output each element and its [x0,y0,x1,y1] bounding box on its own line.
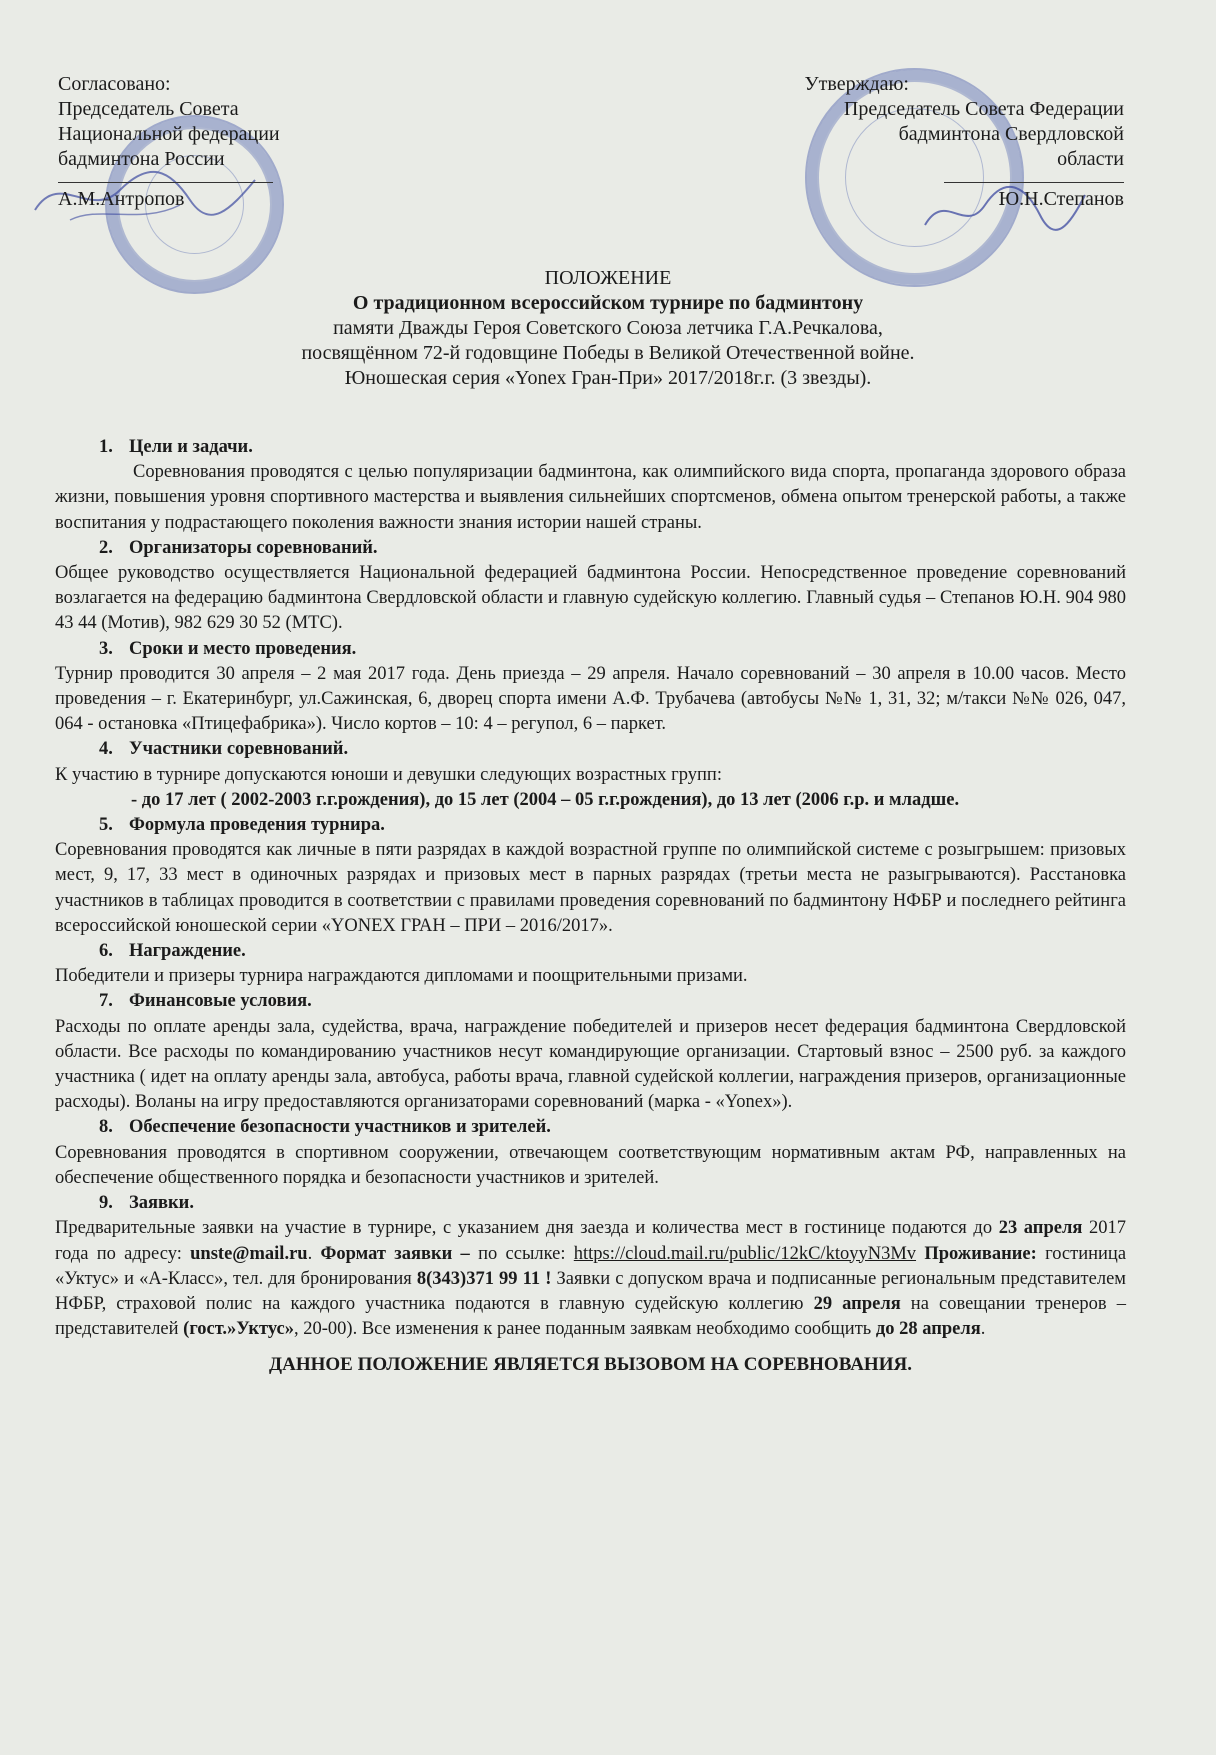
header-left-line: бадминтона России [58,148,225,170]
section-heading: 9. Заявки. [99,1193,194,1214]
section-heading: 2. Организаторы соревнований. [99,537,378,558]
applications-text-part: 23 апреля [998,1218,1083,1239]
applications-text-part: на совещании тренеров – представителей [55,1293,1126,1340]
document-body [55,435,1126,1378]
header-right-line: Председатель Совета Федерации [843,98,1124,120]
applications-text-part: Заявки с допуском врача и подписанные региональным представителем НФБР, страховой полис на каждого участника подаются в главную судейскую коллегию [55,1268,1126,1314]
section-heading: 4. Участники соревнований. [99,739,349,760]
applications-text-part: 29 апреля [813,1293,901,1314]
applications-text-part: Формат заявки – [320,1243,479,1264]
header-right-signer: Ю.Н.Степанов [998,188,1124,210]
applications-text-part: Предварительные заявки на участие в турнире, с указанием дня заезда и количества мест в гостинице подаются до [55,1218,999,1239]
header-right-line: области [1057,148,1124,170]
section-heading: 8. Обеспечение безопасности участников и зрителей. [99,1117,551,1138]
section-text: К участию в турнире допускаются юноши и девушки следующих возрастных групп: [55,764,722,785]
header-agreed [58,72,280,212]
applications-text-part: 2017 года по адресу: [55,1218,1126,1264]
title-line: О традиционном всероссийском турнире по бадминтону [352,292,864,314]
title-line: посвящённом 72-й годовщине Победы в Великой Отечественной войне. [301,342,915,364]
title-line: ПОЛОЖЕНИЕ [544,267,672,289]
applications-text-part: по ссылке: [478,1243,574,1264]
header-left-line: Согласовано: [58,73,171,95]
section-heading: 1. Цели и задачи. [99,437,253,457]
applications-text-part: , 20-00). Все изменения к ранее поданным заявкам необходимо сообщить [294,1319,876,1340]
section-text: Победители и призеры турнира награждаются дипломами и поощрительными призами. [55,966,748,987]
title-line: памяти Дважды Героя Советского Союза летчика Г.А.Речкалова, [333,317,883,339]
section-heading: 5. Формула проведения турнира. [99,815,385,836]
title-line: Юношеская серия «Yonex Гран-При» 2017/2018г.г. (3 звезды). [344,367,872,389]
header-left-signer: А.М.Антропов [58,188,185,210]
section-heading: 7. Финансовые условия. [99,991,312,1012]
age-groups: - до 17 лет ( 2002-2003 г.г.рождения), до 15 лет (2004 – 05 г.г.рождения), до 13 лет (2006 г.р. и младше. [131,789,960,810]
header-left-line: Национальной федерации [58,123,280,145]
section-text: Общее руководство осуществляется Национальной федерацией бадминтона России. Непосредственное проведение соревнований возлагается на федерацию бадминтона Свердловской области и главную судейскую коллегию. Главный судья – Степанов Ю.Н. 904 980 43 44 (Мотив), 982 629 30 52 (МТС). [55,563,1126,634]
section-text: Турнир проводится 30 апреля – 2 мая 2017 года. День приезда – 29 апреля. Начало соревнований – 30 апреля в 10.00 часов. Место проведения – г. Екатеринбург, ул.Сажинская, 6, дворец спорта имени А.Ф. Трубачева (автобусы №№ 1, 31, 32; м/такси №№ 026, 047, 064 - остановка «Птицефабрика»). Число кортов – 10: 4 – регупол, 6 – паркет. [55,663,1126,735]
applications-text-part: до 28 апреля [875,1319,981,1340]
header-right-line: Утверждаю: [804,73,909,95]
applications-text-part: . [307,1243,321,1264]
applications-text-part: unste@mail.ru [190,1243,308,1264]
section-text: Расходы по оплате аренды зала, судейства, врача, награждение победителей и призеров несет федерация бадминтона Свердловской области. Все расходы по командированию участников несут командирующие организации. Стартовый взнос – 2500 руб. за каждого участника ( идет на оплату аренды зала, автобуса, работы врача, главной судейской коллегии, награждения призеров, организационные расходы). Воланы на игру предоставляются организаторами соревнований (марка - «Yonex»). [55,1016,1126,1113]
applications-text-part: гостиница «Уктус» и «А-Класс», тел. для бронирования [55,1243,1127,1289]
applications-text [55,1216,1126,1342]
signature-line-left [58,172,273,183]
header-approved [805,72,1124,212]
header-right-line: бадминтона Свердловской [898,123,1124,145]
applications-text-part: Проживание: [924,1243,1037,1264]
application-form-link[interactable]: https://cloud.mail.ru/public/12kC/ktoyyN3Mv [573,1243,917,1264]
section-text: Соревнования проводятся с целью популяризации бадминтона, как олимпийского вида спорта, пропаганда здорового образа жизни, повышения уровня спортивного мастерства и выявления сильнейших спортсменов, обмена опытом тренерской работы, а также воспитания у подрастающего поколения важности знания истории нашей страны. [55,462,1126,533]
applications-text-part: 8(343)371 99 11 ! [416,1268,552,1289]
section-heading: 6. Награждение. [99,941,246,962]
final-statement: ДАННОЕ ПОЛОЖЕНИЕ ЯВЛЯЕТСЯ ВЫЗОВОМ НА СОРЕВНОВАНИЯ. [269,1354,912,1376]
section-text: Соревнования проводятся в спортивном сооружении, отвечающем соответствующим нормативным актам РФ, направленных на обеспечение общественного порядка и безопасности участников и зрителей. [55,1142,1126,1188]
section-heading: 3. Сроки и место проведения. [99,638,357,659]
section-text: Соревнования проводятся как личные в пяти разрядах в каждой возрастной группе по олимпийской системе с розыгрышем: призовых мест, 9, 17, 33 мест в одиночных разрядах и призовых мест в парных разрядах (третьи места не разыгрываются). Расстановка участников в таблицах проводится в соответствии с правилами проведения соревнований по бадминтону НФБР и последнего рейтинга всероссийской юношеской серии «YONEX ГРАН – ПРИ – 2016/2017». [55,840,1126,936]
signature-line-right [944,172,1124,183]
document-title [0,266,1216,391]
applications-text-part: (гост.»Уктус» [183,1319,295,1340]
applications-text-part: . [980,1319,986,1340]
header-left-line: Председатель Совета [58,98,239,120]
